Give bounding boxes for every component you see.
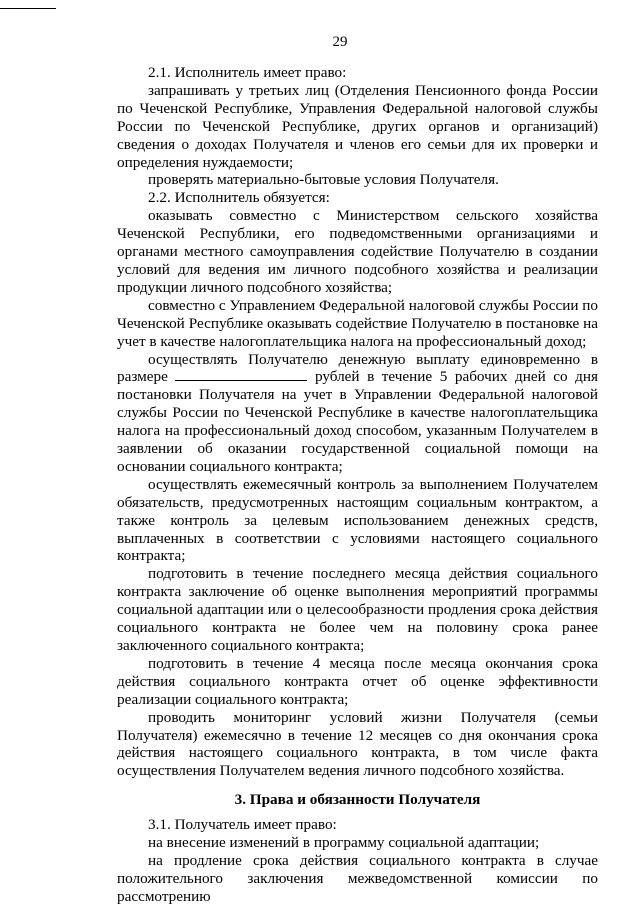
clause-2-2-monthly-control: осуществлять ежемесячный контроль за выполнением Получателем обязательств, предусмотренных настоящим социальным контрактом, а также контроль за целевым использованием денежных средств, выплаченных в соответствии с условиями настоящего социального контракта; [117,475,598,565]
payment-text-end: рублей в течение 5 рабочих дней со дня постановки Получателя на учет в Управлении Федеральной налоговой службы России по Чеченской Республике в качестве налогоплательщика налога на профессиональный доход способом, указанным Получателем в заявлении об оказании государственной социальной помощи на основании социального контракта; [117,368,599,475]
corner-scan-mark [0,8,56,9]
clause-2-1-title: 2.1. Исполнитель имеет право: [148,64,347,81]
clause-2-2-prepare-conclusion: подготовить в течение последнего месяца действия социального контракта заключение об оценке выполнения мероприятий программы социальной адаптации или о целесообразности продления срока действия социального контракта не более чем на половину срока ранее заключенного социального контракта; [117,565,598,654]
clause-2-1-check-conditions: проверять материально-бытовые условия Получателя. [148,171,499,189]
clause-2-2-lump-sum-payment [117,351,598,476]
clause-2-2-assist-farming: оказывать совместно с Министерством сельского хозяйства Чеченской Республики, его подведомственными организациями и органами местного самоуправления содействие Получателю в создании условий для ведения им личного подсобного хозяйства и реализации продукции личного подсобного хозяйства; [117,207,598,296]
amount-blank-field [175,368,307,381]
clause-2-2-monitoring: проводить мониторинг условий жизни Получателя (семьи Получателя) ежемесячно в течение 12 месяцев со дня окончания срока действия настоящего социального контракта, в том числе факта осуществления Получателем ведения личного подсобного хозяйства. [117,708,598,780]
clause-3-1-title: 3.1. Получатель имеет право: [148,816,337,834]
clause-2-1-request-info: запрашивать у третьих лиц (Отделения Пенсионного фонда России по Чеченской Республике, Управления Федеральной налоговой службы России по Чеченской Республике, других органов и организаций) сведения о доходах Получателя и членов его семьи для их проверки и определения нуждаемости; [117,81,598,171]
clause-3-1-program-changes: на внесение изменений в программу социальной адаптации; [148,834,540,852]
document-body [117,64,598,906]
page-number: 29 [332,34,348,50]
section-3-heading: 3. Права и обязанности Получателя [234,791,481,809]
clause-2-2-prepare-report: подготовить в течение 4 месяца после месяца окончания срока действия социального контракта отчет об оценке эффективности реализации социального контракта; [117,654,598,708]
payment-text-start: осуществлять Получателю денежную выплату единовременно в размере [117,350,598,386]
clause-3-1-contract-extension: на продление срока действия социального контракта в случае положительного заключения межведомственной комиссии по рассмотрению [117,851,598,905]
clause-2-2-title: 2.2. Исполнитель обязуется: [148,189,330,207]
clause-2-2-assist-tax-registration: совместно с Управлением Федеральной налоговой службы России по Чеченской Республике оказывать содействие Получателю в постановке на учет в качестве налогоплательщика налога на профессиональный доход; [117,296,598,350]
